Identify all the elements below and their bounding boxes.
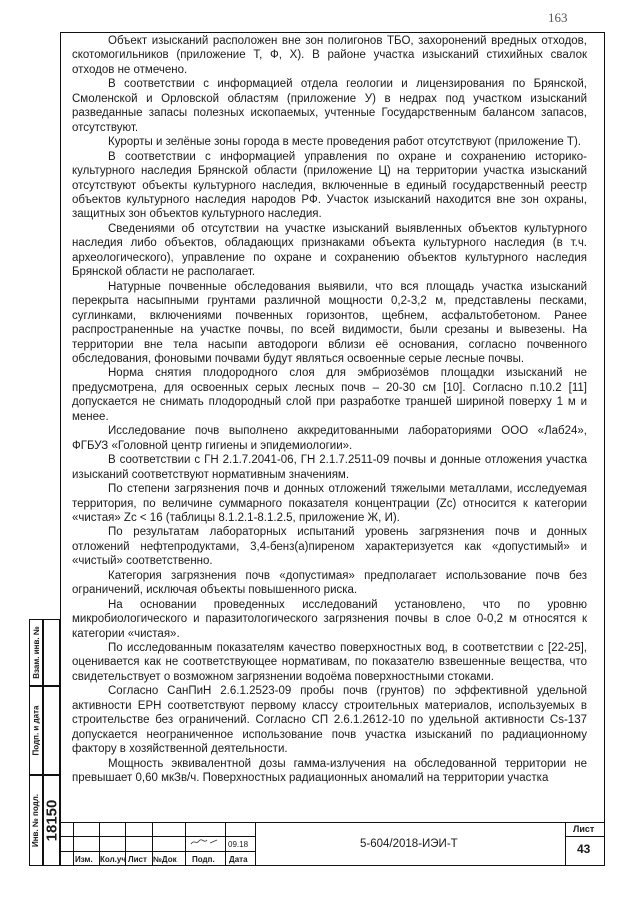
paragraph: Объект изысканий расположен вне зон полигонов ТБО, захоронений вредных отходов, скотомогильников (приложение Т, Ф, Х). В районе участка изысканий стихийных свалок отходов не отмечено. <box>72 35 587 76</box>
sheet-label: Лист <box>573 824 595 834</box>
document-code: 5-604/2018-ИЭИ-Т <box>360 838 458 850</box>
title-block <box>60 822 605 866</box>
col-kol-uch: Кол.уч <box>100 855 126 864</box>
paragraph: Натурные почвенные обследования выявили, что вся площадь участка изысканий перекрыта насыпными грунтами различной мощности 0,2-3,2 м, представлены песками, суглинками, включениями почвенных горизонтов, щебнем, асфальтобетоном. Ранее распространенные на участке почвы, по всей видимости, были срезаны и вывезены. На территории вне тела насыпи автодороги вблизи её основания, согласно почвенного обследования, фоновыми почвами будут являться освоенные серые лесные почвы. <box>72 280 587 365</box>
signature-mark <box>190 838 218 846</box>
paragraph: По результатам лабораторных испытаний уровень загрязнения почв и донных отложений нефтепродуктами, 3,4-бенз(а)пиреном характеризуется как «допустимый» и «чистый» соответственно. <box>72 526 587 568</box>
col-izm: Изм. <box>75 855 93 864</box>
sheet-number: 43 <box>577 842 591 856</box>
col-podp: Подп. <box>192 855 215 864</box>
paragraph: По исследованным показателям качество поверхностных вод, в соответствии с [22-25], оценивается как не соответствующее нормативам, по показателю взвешенные вещества, что свидетельствует о возможном загрязнении водоёма поверхностными стоками. <box>72 642 587 683</box>
inventory-code: 18150 <box>43 799 60 842</box>
col-data: Дата <box>229 855 248 864</box>
paragraph: Норма снятия плодородного слоя для эмбриозёмов площадки изысканий не предусмотрена, для освоенных серых лесных почв – 20-30 см [10]. Согласно п.10.2 [11] допускается не снимать плодородный слой при разработке траншей шириной поверху 1 м и менее. <box>72 367 587 423</box>
paragraph: Исследование почв выполнено аккредитованными лабораториями ООО «Лаб24», ФГБУЗ «Головной центр гигиены и эпидемиологии». <box>72 425 587 452</box>
paragraph: В соответствии с информацией отдела геологии и лицензирования по Брянской, Смоленской и Орловской областям (приложение У) в недрах под участком изысканий разведанные запасы полезных ископаемых, учтенные Государственным балансом запасов, отсутствуют. <box>72 78 587 134</box>
document-body <box>72 34 587 809</box>
page-number: 163 <box>548 10 568 25</box>
podp-data-label: Подп. и дата <box>31 705 41 756</box>
col-list: Лист <box>128 855 147 864</box>
paragraph: Согласно СанПиН 2.6.1.2523-09 пробы почв (грунтов) по эффективной удельной активности ЕРН соответствуют первому классу строительных материалов, используемых в строительстве без ограничений. Согласно СП 2.6.1.2612-10 по удельной активности Cs-137 допускается неограниченное использование почв участка изысканий по радиационному фактору в хозяйственной деятельности. <box>72 685 587 756</box>
paragraph: На основании проведенных исследований установлено, что по уровню микробиологического и паразитологического загрязнения почвы в слое 0-0,2 м относятся к категории «чистая». <box>72 598 587 640</box>
paragraph: Категория загрязнения почв «допустимая» предполагает использование почв без ограничений, исключая объекты повышенного риска. <box>72 569 587 597</box>
paragraph: Мощность эквивалентной дозы гамма-излучения на обследованной территории не превышает 0,60 мкЗв/ч. Поверхностных радиационных аномалий на территории участка <box>72 757 587 785</box>
inv-podl-label: Инв. № подл. <box>31 793 41 848</box>
side-stamp <box>29 619 60 866</box>
col-ndok: №Док <box>153 855 177 864</box>
paragraph: По степени загрязнения почв и донных отложений тяжелыми металлами, исследуемая территория, по величине суммарного показателя концентрации (Zс) относится к категории «чистая» Zс < 16 (таблицы 8.1.2.1-8.1.2.5, приложение Ж, И). <box>72 483 587 524</box>
paragraph: В соответствии с информацией управления по охране и сохранению историко-культурного наследия Брянской области (приложение Ц) на территории участка изысканий отсутствуют объекты культурного наследия, включенные в единый государственный реестр объектов культурного наследия народов РФ. Участок изысканий находится вне зон охраны, защитных зон объектов культурного наследия. <box>72 150 587 221</box>
paragraph: В соответствии с ГН 2.1.7.2041-06, ГН 2.1.7.2511-09 почвы и донные отложения участка изысканий соответствуют нормативным значениям. <box>72 454 587 481</box>
paragraph: Курорты и зелёные зоны города в месте проведения работ отсутствуют (приложение Т). <box>108 136 581 149</box>
date-value: 09.18 <box>228 840 249 849</box>
paragraph: Сведениями об отсутствии на участке изысканий выявленных объектов культурного наследия либо объектов, обладающих признаками объекта культурного наследия (в т.ч. археологического), управление по охране и сохранению объектов культурного наследия Брянской области не располагает. <box>72 222 587 279</box>
vzam-inv-label: Взам. инв. № <box>31 626 41 679</box>
